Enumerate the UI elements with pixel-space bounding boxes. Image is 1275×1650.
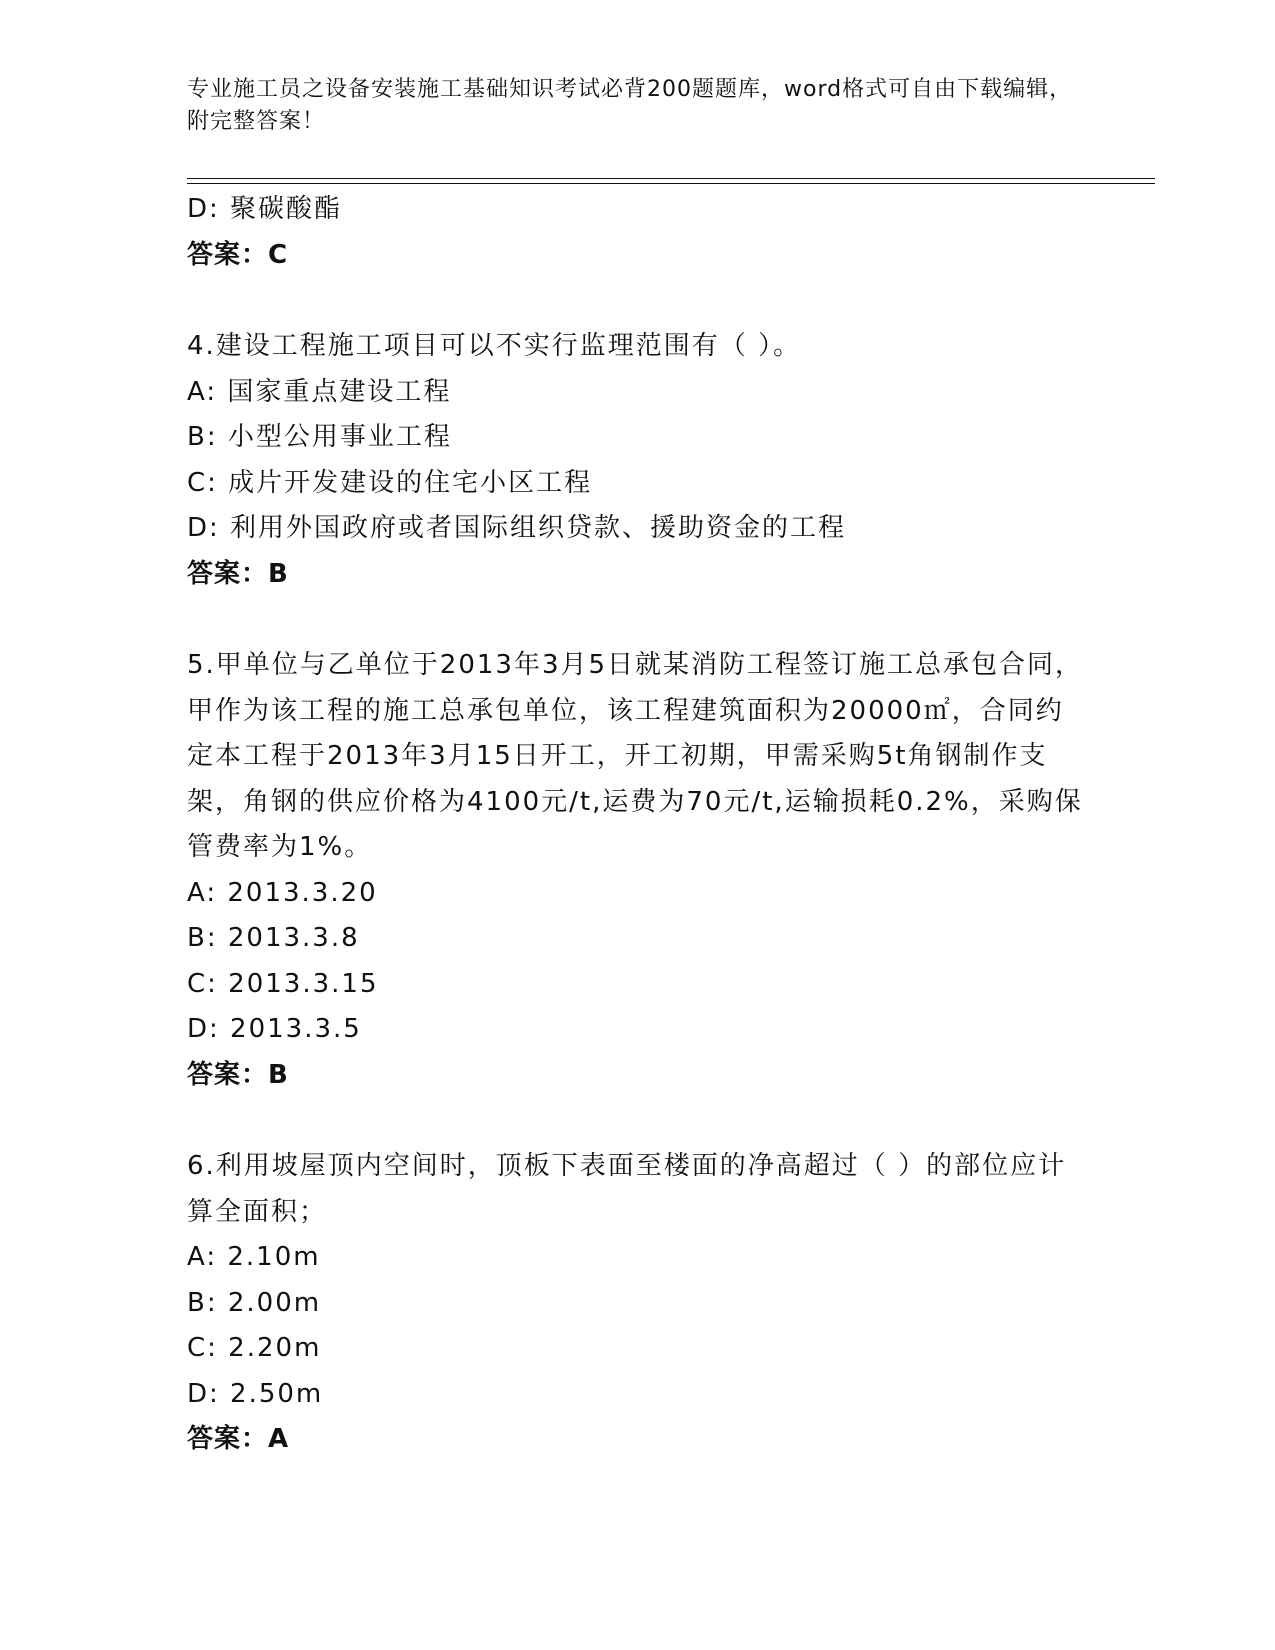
answer-label: 答案：B <box>187 1059 289 1090</box>
answer-label: 答案：C <box>187 239 289 270</box>
option-d: D: 利用外国政府或者国际组织贷款、援助资金的工程 <box>187 513 847 543</box>
option-a: A: 2.10m <box>187 1242 321 1272</box>
option-b: B: 小型公用事业工程 <box>187 422 452 452</box>
question-text: 5.甲单位与乙单位于2013年3月5日就某消防工程签订施工总承包合同，甲作为该工程的施工总承包单位，该工程建筑面积为20000㎡，合同约定本工程于2013年3月15日开工，开工初期，甲需采购5t角钢制作支架，角钢的供应价格为4100元/t,运费为70元/t,运输损耗0.2%，采购保管费率为1%。 <box>187 650 1084 862</box>
option-a: A: 国家重点建设工程 <box>187 376 452 407</box>
page-header <box>187 74 1087 138</box>
answer-label: 答案：B <box>187 558 289 589</box>
option-a: A: 2013.3.20 <box>187 877 378 908</box>
question-block <box>187 643 1087 1098</box>
option-b: B: 2013.3.8 <box>187 923 360 953</box>
option-b: B: 2.00m <box>187 1287 322 1318</box>
header-divider-bottom <box>187 183 1155 184</box>
option-d: D: 聚碳酸酯 <box>187 194 343 224</box>
header-divider-top <box>187 178 1155 179</box>
question-block <box>187 1144 1087 1463</box>
question-block <box>187 187 1087 278</box>
option-d: D: 2.50m <box>187 1378 324 1409</box>
question-block <box>187 324 1087 597</box>
option-c: C: 2.20m <box>187 1333 322 1363</box>
option-c: C: 2013.3.15 <box>187 968 379 999</box>
answer-label: 答案：A <box>187 1424 290 1454</box>
option-d: D: 2013.3.5 <box>187 1014 362 1044</box>
question-list <box>187 187 1087 1463</box>
question-text: 6.利用坡屋顶内空间时，顶板下表面至楼面的净高超过（ ）的部位应计算全面积； <box>187 1151 1067 1227</box>
question-text: 4.建设工程施工项目可以不实行监理范围有（ ）。 <box>187 331 802 361</box>
page-header-title: 专业施工员之设备安装施工基础知识考试必背200题题库，word格式可自由下载编辑，附完整答案！ <box>187 77 1073 134</box>
option-c: C: 成片开发建设的住宅小区工程 <box>187 467 593 498</box>
